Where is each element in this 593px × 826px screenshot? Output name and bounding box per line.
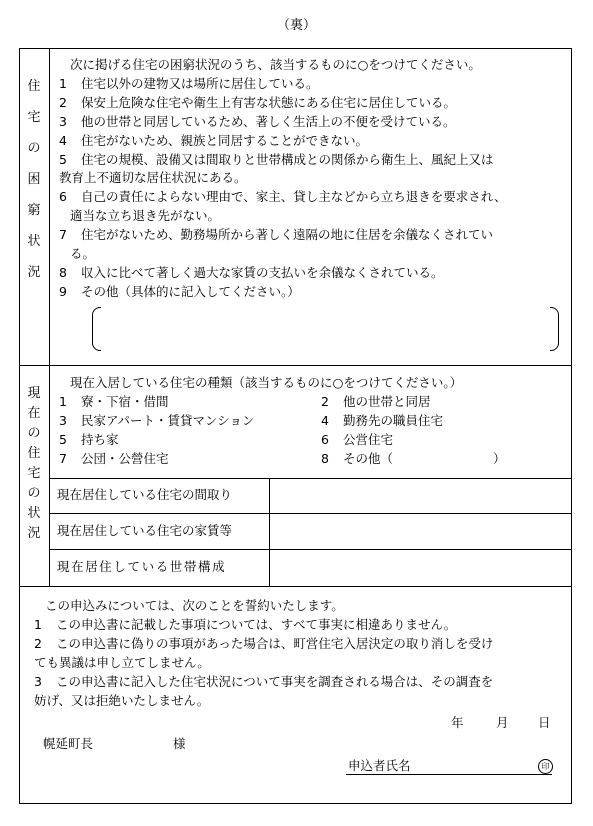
date-year-label: 年 xyxy=(451,715,464,730)
page-side-mark: （裏） xyxy=(276,18,316,33)
housing-type-intro: 現在入居している住宅の種類（該当するものに○をつけてください。） xyxy=(70,375,463,390)
hardship-item-6-cont: 適当な立ち退き先がない。 xyxy=(70,208,221,223)
pledge-item-2: 2 この申込書に偽りの事項があった場合は、町営住宅入居決定の取り消しを受け xyxy=(34,636,494,651)
other-details-bracket-left xyxy=(92,307,101,351)
hardship-item-1[interactable]: 1 住宅以外の建物又は場所に居住している。 xyxy=(59,76,319,91)
other-details-bracket-right xyxy=(550,307,559,351)
honorific: 様 xyxy=(173,736,186,751)
applicant-name-label: 申込者氏名 xyxy=(348,758,411,773)
field-row-line-2 xyxy=(49,549,572,550)
section-divider-2 xyxy=(19,586,572,587)
hardship-item-3[interactable]: 3 他の世帯と同居しているため、著しく生活上の不便を受けている。 xyxy=(59,114,456,129)
applicant-name-field[interactable] xyxy=(420,756,530,773)
pledge-item-2-cont: ても異議は申し立てしません。 xyxy=(34,655,210,670)
pledge-item-3-cont: 妨げ、又は拒絶いたしません。 xyxy=(34,693,210,708)
pledge-intro: この申込みについては、次のことを誓約いたします。 xyxy=(45,598,344,613)
housing-type-8[interactable]: 8 その他（ ） xyxy=(321,451,506,466)
hardship-item-5-cont: 教育上不適切な居住状況にある。 xyxy=(59,170,247,185)
housing-type-1[interactable]: 1 寮・下宿・借間 xyxy=(59,394,169,409)
housing-type-3[interactable]: 3 民家アパート・賃貸マンション xyxy=(59,413,255,428)
seal-mark-icon: 印 xyxy=(538,759,553,774)
hardship-intro: 次に掲げる住宅の困窮状況のうち、該当するものに○をつけてください。 xyxy=(70,57,481,72)
hardship-item-6[interactable]: 6 自己の責任によらない理由で、家主、貸し主などから立ち退きを要求され、 xyxy=(59,189,507,204)
date-month-label: 月 xyxy=(496,715,509,730)
date-day-label: 日 xyxy=(538,715,551,730)
pledge-item-1: 1 この申込書に記載した事項については、すべて事実に相違ありません。 xyxy=(34,617,457,632)
hardship-item-7[interactable]: 7 住宅がないため、勤務場所から著しく遠隔の地に住居を余儀なくされてい xyxy=(59,227,494,242)
label-column-divider xyxy=(49,48,50,586)
rent-label: 現在居住している住宅の家賃等 xyxy=(57,523,233,538)
housing-type-6[interactable]: 6 公営住宅 xyxy=(321,432,394,447)
section-current-housing-label: 現 在 の 住 宅 の 状 況 xyxy=(27,386,41,541)
housing-type-4[interactable]: 4 勤務先の職員住宅 xyxy=(321,413,444,428)
hardship-item-4[interactable]: 4 住宅がないため、親族と同居することができない。 xyxy=(59,133,369,148)
pledge-item-3: 3 この申込書に記入した住宅状況について事実を調査される場合は、その調査を xyxy=(34,674,494,689)
floor-plan-field[interactable] xyxy=(273,482,568,510)
hardship-item-2[interactable]: 2 保安上危険な住宅や衛生上有害な状態にある住宅に居住している。 xyxy=(59,95,457,110)
floor-plan-label: 現在居住している住宅の間取り xyxy=(57,487,233,502)
field-label-divider xyxy=(269,478,270,586)
section-divider-1 xyxy=(19,365,572,366)
other-details-input[interactable] xyxy=(104,307,544,349)
hardship-item-8[interactable]: 8 収入に比べて著しく過大な家賃の支払いを余儀なくされている。 xyxy=(59,265,444,280)
housing-type-2[interactable]: 2 他の世帯と同居 xyxy=(321,394,431,409)
hardship-item-5[interactable]: 5 住宅の規模、設備又は間取りと世帯構成との関係から衛生上、風紀上又は xyxy=(59,152,494,167)
rent-field[interactable] xyxy=(273,517,568,545)
field-row-line-1 xyxy=(49,513,572,514)
household-field[interactable] xyxy=(273,553,568,581)
household-label: 現在居住している世帯構成 xyxy=(57,559,227,574)
addressee: 幌延町長 xyxy=(43,736,94,751)
hardship-item-9[interactable]: 9 その他（具体的に記入してください。） xyxy=(59,284,300,299)
hardship-item-7-cont: る。 xyxy=(70,246,96,261)
housing-type-5[interactable]: 5 持ち家 xyxy=(59,432,119,447)
housing-type-7[interactable]: 7 公団・公營住宅 xyxy=(59,451,169,466)
applicant-name-line xyxy=(346,774,552,775)
section-housing-hardship-label: 住 宅 の 困 窮 状 況 xyxy=(27,79,41,280)
field-row-top-line xyxy=(49,478,572,479)
